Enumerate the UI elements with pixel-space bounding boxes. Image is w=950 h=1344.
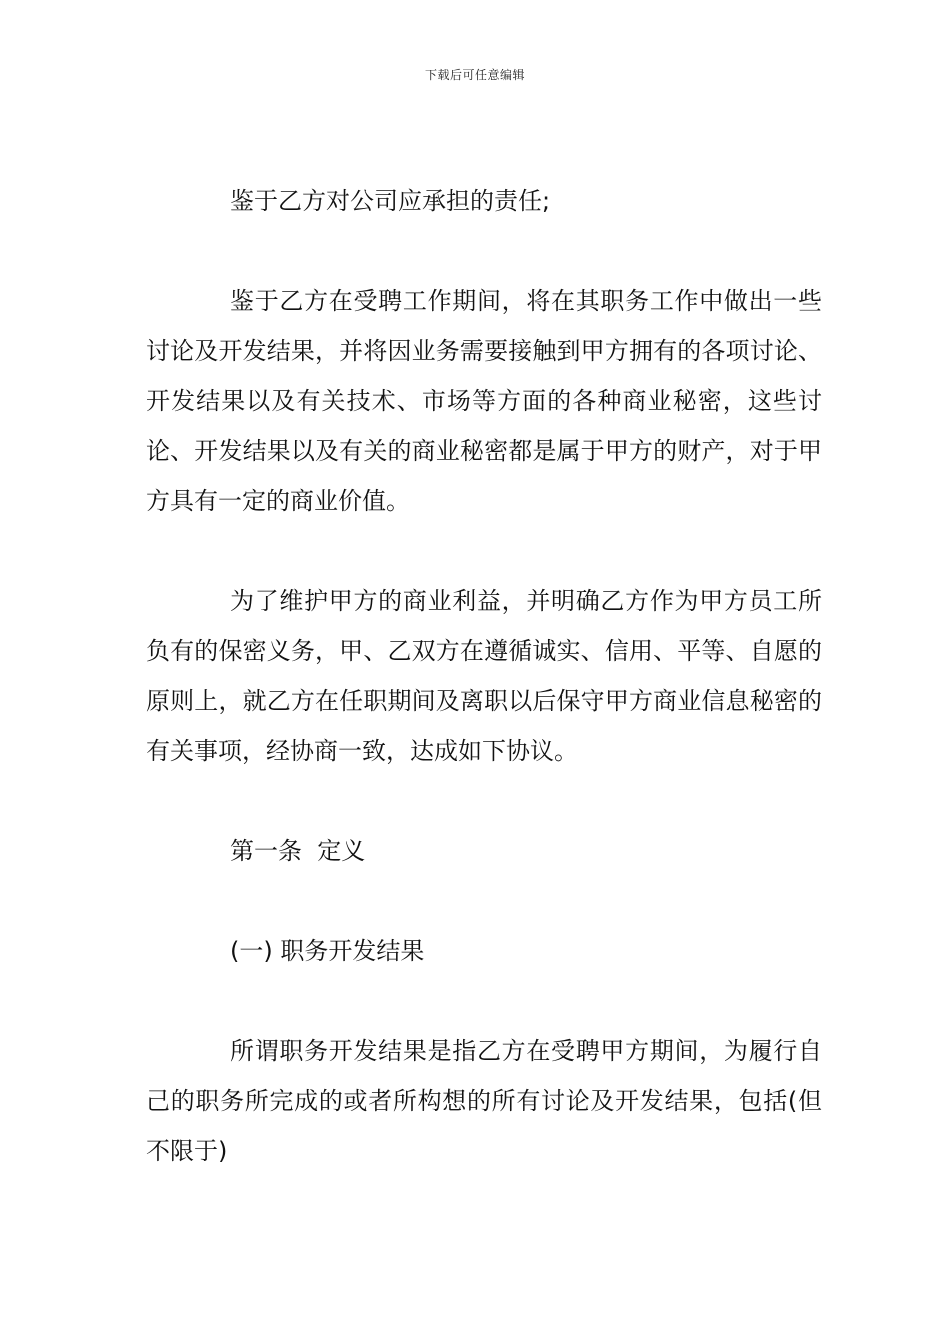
paragraph-definition: 所谓职务开发结果是指乙方在受聘甲方期间，为履行自己的职务所完成的或者所构想的所有讨论及开发结果，包括(但不限于) bbox=[146, 1037, 822, 1165]
section-one-heading: (一) 职务开发结果 bbox=[230, 937, 425, 965]
paragraph-gap bbox=[146, 776, 822, 826]
header-note: 下载后可任意编辑 bbox=[424, 68, 525, 82]
paragraph-agreement-purpose: 为了维护甲方的商业利益，并明确乙方作为甲方员工所负有的保密义务，甲、乙双方在遵循诚实、信用、平等、自愿的原则上，就乙方在任职期间及离职以后保守甲方商业信息秘密的有关事项，经协商一致，达成如下协议。 bbox=[146, 587, 822, 765]
article-one-heading: 第一条 定义 bbox=[230, 837, 366, 865]
paragraph-responsibility: 鉴于乙方对公司应承担的责任; bbox=[230, 187, 551, 215]
paragraph-research-results: 鉴于乙方在受聘工作期间，将在其职务工作中做出一些讨论及开发结果，并将因业务需要接触到甲方拥有的各项讨论、开发结果以及有关技术、市场等方面的各种商业秘密，这些讨论、开发结果以及有关的商业秘密都是属于甲方的财产，对于甲方具有一定的商业价值。 bbox=[146, 287, 822, 515]
paragraph-gap bbox=[146, 876, 822, 926]
paragraph-gap bbox=[146, 526, 822, 576]
paragraph-gap bbox=[146, 226, 822, 276]
paragraph-gap bbox=[146, 976, 822, 1026]
document-body bbox=[146, 176, 822, 1176]
